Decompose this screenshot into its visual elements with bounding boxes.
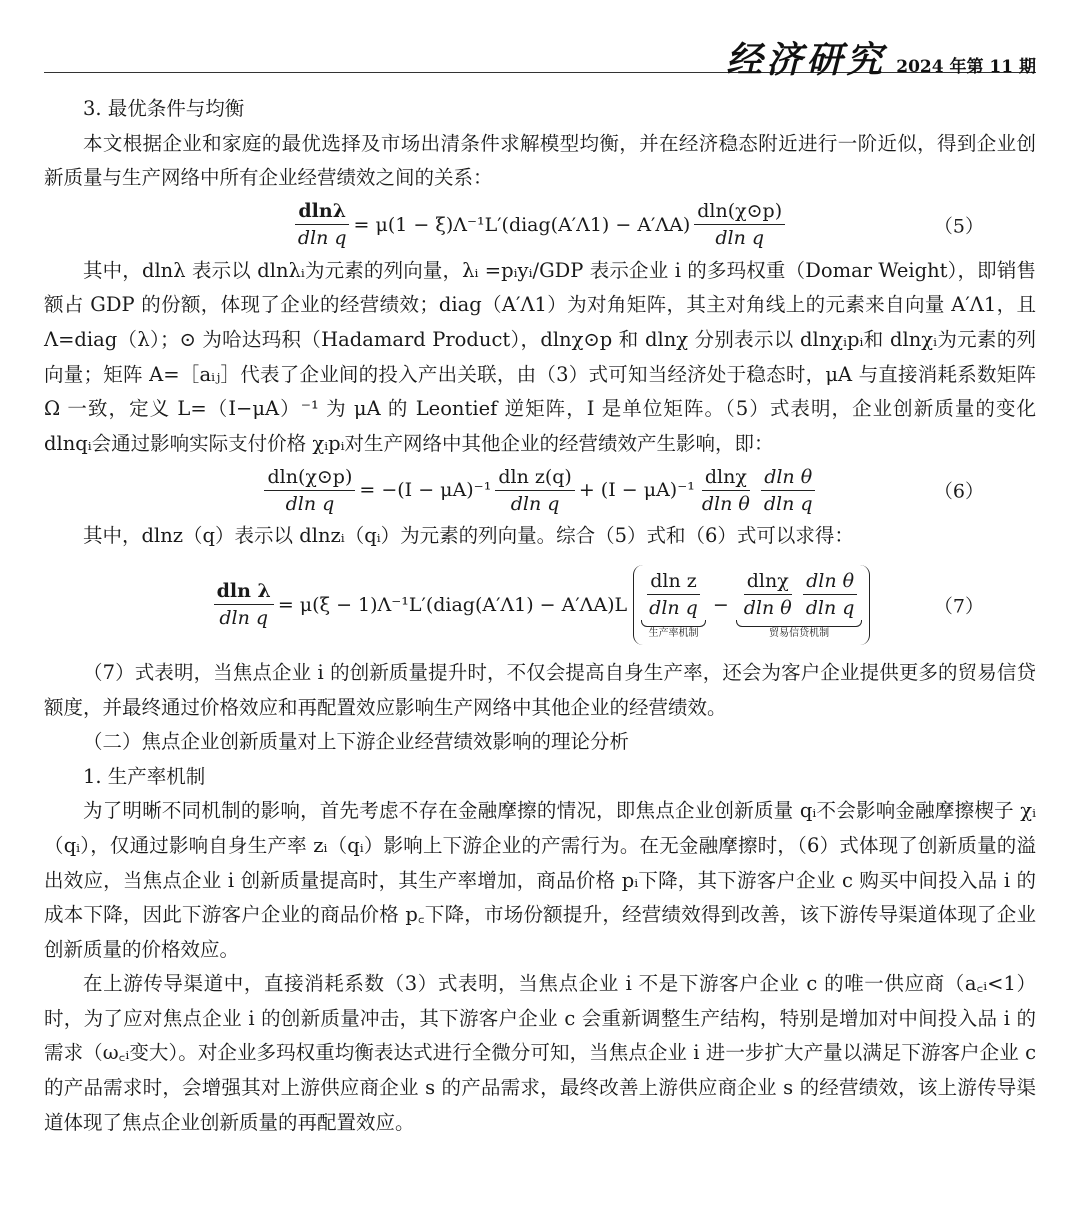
section-heading-2: （二）焦点企业创新质量对上下游企业经营绩效影响的理论分析 (83, 730, 630, 754)
eq5-rhs-frac: $\frac{dln(\chi⊙p)}{\text{dln q}}$ (694, 199, 785, 250)
journal-masthead (726, 32, 1036, 83)
equation-5 (44, 196, 1036, 254)
eq5-lhs: $\frac{dln\lambda}{\text{dln q}}$ (295, 199, 350, 250)
eq7-bracket: $\frac{\text{dln z}}{\text{dln q}}$ 生产率机制 − $\frac{dln\chi}{\text{dln θ}}$ $\frac{\text{dln θ}}{\text{dln q}}$ 贸易信贷机制 (633, 565, 870, 645)
paragraph-2: 其中，dlnλ 表示以 dlnλᵢ为元素的列向量，λᵢ =pᵢyᵢ/GDP 表示企业 i 的多玛权重（Domar Weight），即销售额占 GDP 的份额，体现了企业的经营绩效；diag（A′Λ1）为对角矩阵，其主对角线上的元素来自向量 A′Λ1，且 Λ=diag（λ）；⊙ 为哈达玛积（Hadamard Product），dlnχ⊙p 和 dlnχ 分别表示以 dlnχᵢpᵢ和 dlnχᵢ为元素的列向量；矩阵 A=［aᵢⱼ］代表了企业间的投入产出关联，由（3）式可知当经济处于稳态时，μA 与直接消耗系数矩阵 Ω 一致，定义 L=（I−μA）⁻¹ 为 μA 的 Leontief 逆矩阵，I 是单位矩阵。（5）式表明，企业创新质量的变化 dlnqᵢ会通过影响实际支付价格 χᵢpᵢ对生产网络中其他企业的经营绩效产生影响，即： (44, 258, 1036, 455)
equation-number: （7） (933, 595, 984, 618)
underbrace (736, 620, 863, 627)
subsection-heading-3: 3. 最优条件与均衡 (83, 97, 245, 120)
paragraph-1: 本文根据企业和家庭的最优选择及市场出清条件求解模型均衡，并在经济稳态附近进行一阶近似，得到企业创新质量与生产网络中所有企业经营绩效之间的关系： (44, 131, 1036, 190)
trade-credit-mechanism-label: 贸易信贷机制 (769, 627, 830, 639)
subsection-heading-2-1: 1. 生产率机制 (83, 764, 206, 788)
article-body (44, 92, 1036, 1140)
equation-number: （6） (933, 480, 984, 503)
paragraph-5: 为了明晰不同机制的影响，首先考虑不存在金融摩擦的情况，即焦点企业创新质量 qᵢ不会影响金融摩擦楔子 χᵢ（qᵢ），仅通过影响自身生产率 zᵢ（qᵢ）影响上下游企业的产需行为。在无金融摩擦时，（6）式体现了创新质量的溢出效应，当焦点企业 i 创新质量提高时，其生产率增加，商品价格 pᵢ下降，其下游客户企业 c 购买中间投入品 i 的成本下降，因此下游客户企业的商品价格 p꜀下降，市场份额提升，经营绩效得到改善，该下游传导渠道体现了企业创新质量的价格效应。 (44, 799, 1036, 961)
equation-7: $\frac{\text{dln λ}}{\text{dln q}}$ = μ(ξ − 1)Λ⁻¹L′(diag(A′Λ1) − A′ΛA)L $\frac{\text{dln z}}{\text{dln q}}$ 生产率机制 − $\frac{dln\chi}{\text{dln θ}}$ $\frac{\text{dln θ}}{\text{dln q}}$ 贸易信贷机制 （7） (44, 554, 1036, 656)
issue-label: 2024 年第 11 期 (896, 57, 1036, 77)
equation-number: （5） (933, 215, 984, 238)
productivity-mechanism-label: 生产率机制 (648, 627, 699, 639)
paragraph-6: 在上游传导渠道中，直接消耗系数（3）式表明，当焦点企业 i 不是下游客户企业 c 的唯一供应商（a꜀ᵢ<1）时，为了应对焦点企业 i 的创新质量冲击，其下游客户企业 c 会重新调整生产结构，特别是增加对中间投入品 i 的需求（ω꜀ᵢ变大）。对企业多玛权重均衡表达式进行全微分可知，当焦点企业 i 进一步扩大产量以满足下游客户企业 c 的产品需求时，会增强其对上游供应商企业 s 的产品需求，最终改善上游供应商企业 s 的经营绩效，该上游传导渠道体现了焦点企业创新质量的再配置效应。 (44, 972, 1036, 1134)
paragraph-4: （7）式表明，当焦点企业 i 的创新质量提升时，不仅会提高自身生产率，还会为客户企业提供更多的贸易信贷额度，并最终通过价格效应和再配置效应影响生产网络中其他企业的经营绩效。 (44, 660, 1036, 719)
underbrace (641, 620, 706, 627)
eq5-body: = μ(1 − ξ)Λ⁻¹L′(diag(A′Λ1) − A′ΛA) (353, 213, 691, 236)
page-header (44, 28, 1036, 81)
journal-name: 经济研究 (726, 39, 887, 81)
paragraph-3: 其中，dlnz（q）表示以 dlnzᵢ（qᵢ）为元素的列向量。综合（5）式和（6）式可以求得： (83, 524, 854, 548)
equation-6: $\frac{dln(\chi⊙p)}{\text{dln q}}$ = −(I − μA)⁻¹ $\frac{\text{dln z(q)}}{\text{dln q}}$ + (I − μA)⁻¹ $\frac{dln\chi}{\text{dln θ}}$ $\frac{\text{dln θ}}{\text{dln q}}$ （6） (44, 461, 1036, 519)
